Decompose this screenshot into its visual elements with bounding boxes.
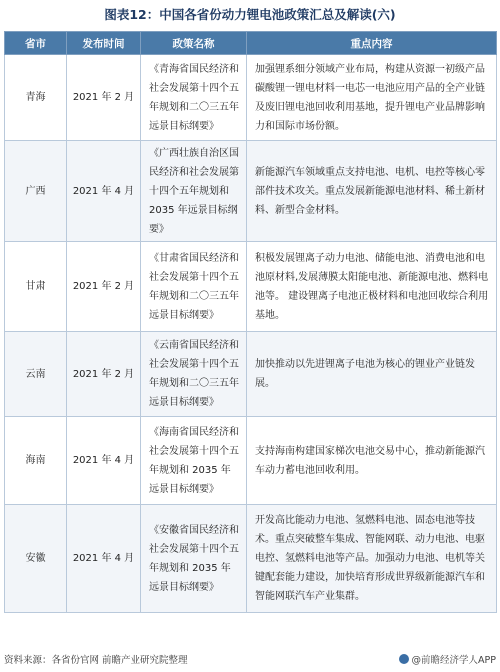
header-date: 发布时间 bbox=[67, 32, 141, 55]
cell-policy-name: 《云南省国民经济和社会发展第十四个五年规划和二〇三五年远景目标纲要》 bbox=[141, 332, 247, 417]
cell-date: 2021 年 2 月 bbox=[67, 332, 141, 417]
cell-policy-name: 《青海省国民经济和社会发展第十四个五年规划和二〇三五年远景目标纲要》 bbox=[141, 55, 247, 141]
cell-policy-name: 《海南省国民经济和社会发展第十四个五年规划和 2035 年远景目标纲要》 bbox=[141, 417, 247, 505]
cell-policy-name: 《广西壮族自治区国民经济和社会发展第十四个五年规划和2035 年远景目标纲要》 bbox=[141, 141, 247, 242]
cell-policy-name: 《甘肃省国民经济和社会发展第十四个五年规划和二〇三五年远景目标纲要》 bbox=[141, 242, 247, 332]
policy-table bbox=[4, 31, 497, 613]
cell-policy-name: 《安徽省国民经济和社会发展第十四个五年规划和 2035 年远景目标纲要》 bbox=[141, 505, 247, 613]
cell-province: 海南 bbox=[5, 417, 67, 505]
cell-key-content: 新能源汽车领域重点支持电池、电机、电控等核心零部件技术攻关。重点发展新能源电池材料、稀土新材料、新型合金材料。 bbox=[247, 141, 497, 242]
table-header-row bbox=[5, 32, 497, 55]
table-row bbox=[5, 505, 497, 613]
cell-key-content: 加快推动以先进锂离子电池为核心的锂业产业链发展。 bbox=[247, 332, 497, 417]
cell-province: 甘肃 bbox=[5, 242, 67, 332]
cell-date: 2021 年 4 月 bbox=[67, 505, 141, 613]
cell-province: 青海 bbox=[5, 55, 67, 141]
page-title: 图表12：中国各省份动力锂电池政策汇总及解读(六) bbox=[104, 7, 396, 22]
header-key-content: 重点内容 bbox=[247, 32, 497, 55]
table-row bbox=[5, 141, 497, 242]
cell-key-content: 支持海南构建国家梯次电池交易中心，推动新能源汽车动力蓄电池回收利用。 bbox=[247, 417, 497, 505]
cell-province: 安徽 bbox=[5, 505, 67, 613]
brand-label: @前瞻经济学人APP bbox=[411, 655, 496, 666]
table-row bbox=[5, 55, 497, 141]
brand-logo-icon bbox=[399, 654, 409, 664]
cell-date: 2021 年 2 月 bbox=[67, 242, 141, 332]
cell-date: 2021 年 4 月 bbox=[67, 417, 141, 505]
cell-province: 广西 bbox=[5, 141, 67, 242]
cell-date: 2021 年 4 月 bbox=[67, 141, 141, 242]
brand-credit bbox=[399, 650, 496, 672]
source-footer bbox=[4, 650, 496, 672]
table-row bbox=[5, 332, 497, 417]
cell-key-content: 开发高比能动力电池、氢燃料电池、固态电池等技术。重点突破整车集成、智能网联、动力电池、电驱电控、氢燃料电池等产品。加强动力电池、电机等关键配套能力建设，加快培育形成世界级新能源汽车和智能网联汽车产业集群。 bbox=[247, 505, 497, 613]
header-province: 省市 bbox=[5, 32, 67, 55]
cell-key-content: 加强锂系细分领域产业布局，构建从资源一初级产品碳酸锂一锂电材料一电芯一电池应用产品的全产业链及废旧锂电池回收利用基地，提升锂电产业品牌影响力和国际市场份额。 bbox=[247, 55, 497, 141]
header-policy-name: 政策名称 bbox=[141, 32, 247, 55]
source-note: 资料来源：各省份官网 前瞻产业研究院整理 bbox=[4, 655, 188, 666]
cell-province: 云南 bbox=[5, 332, 67, 417]
table-row bbox=[5, 242, 497, 332]
cell-key-content: 积极发展锂离子动力电池、储能电池、消费电池和电池原材料,发展薄膜太阳能电池、新能源电池、燃料电池等。 建设锂离子电池正极材料和电池回收综合利用基地。 bbox=[247, 242, 497, 332]
cell-date: 2021 年 2 月 bbox=[67, 55, 141, 141]
table-row bbox=[5, 417, 497, 505]
